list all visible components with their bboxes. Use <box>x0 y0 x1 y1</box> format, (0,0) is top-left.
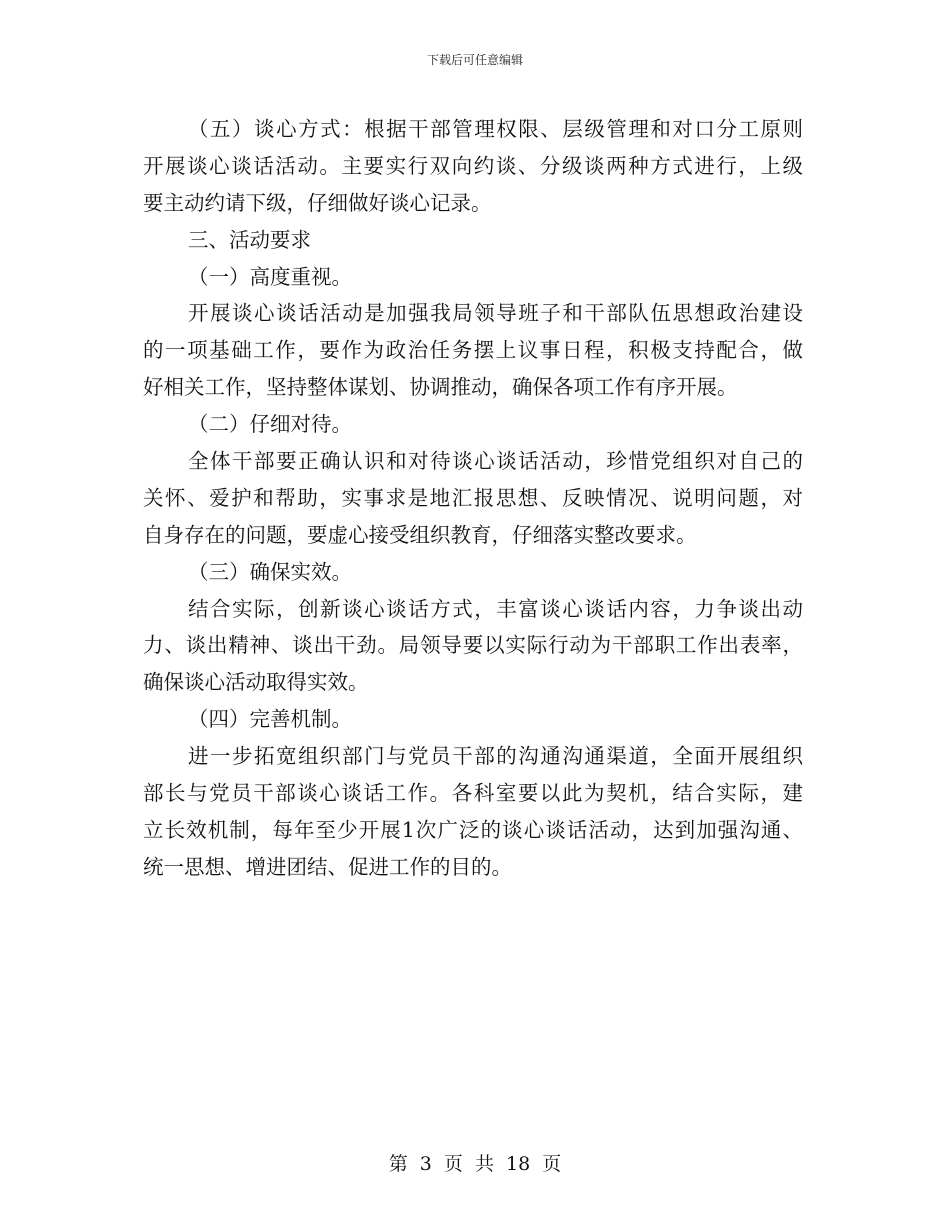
page-number-footer: 第 3 页 共 18 页 <box>388 1153 562 1175</box>
subsection-heading: （三）确保实效。 <box>188 559 352 584</box>
paragraph-line: 的一项基础工作，要作为政治任务摆上议事日程，积极支持配合，做 <box>143 338 803 363</box>
paragraph-line: 开展谈心谈话活动是加强我局领导班子和干部队伍思想政治建设 <box>188 301 803 326</box>
paragraph-line: 关怀、爱护和帮助，实事求是地汇报思想、反映情况、说明问题，对 <box>143 485 803 510</box>
paragraph-line: 全体干部要正确认识和对待谈心谈话活动，珍惜党组织对自己的 <box>188 449 803 474</box>
paragraph-line: 要主动约请下级，仔细做好谈心记录。 <box>143 190 492 215</box>
subsection-heading: （一）高度重视。 <box>188 264 352 289</box>
paragraph-line: 进一步拓宽组织部门与党员干部的沟通沟通渠道，全面开展组织 <box>188 744 803 769</box>
section-heading: 三、活动要求 <box>188 227 311 252</box>
paragraph-line: （五）谈心方式：根据干部管理权限、层级管理和对口分工原则 <box>188 117 803 141</box>
subsection-heading: （二）仔细对待。 <box>188 412 352 437</box>
paragraph-line: 立长效机制，每年至少开展1次广泛的谈心谈话活动，达到加强沟通、 <box>143 817 803 842</box>
paragraph-line: 自身存在的问题，要虚心接受组织教育，仔细落实整改要求。 <box>143 522 697 547</box>
paragraph-line: 结合实际，创新谈心谈话方式，丰富谈心谈话内容，力争谈出动 <box>188 596 803 621</box>
paragraph-line: 统一思想、增进团结、促进工作的目的。 <box>143 854 512 879</box>
paragraph-line: 部长与党员干部谈心谈话工作。各科室要以此为契机，结合实际，建 <box>143 781 803 806</box>
document-body <box>143 111 803 886</box>
paragraph-line: 开展谈心谈话活动。主要实行双向约谈、分级谈两种方式进行，上级 <box>143 153 803 178</box>
subsection-heading: （四）完善机制。 <box>188 707 352 732</box>
paragraph-line: 确保谈心活动取得实效。 <box>143 670 369 695</box>
paragraph-line: 力、谈出精神、谈出干劲。局领导要以实际行动为干部职工作出表率， <box>143 633 803 658</box>
page-header: 下载后可任意编辑 <box>426 53 523 67</box>
paragraph-line: 好相关工作，坚持整体谋划、协调推动，确保各项工作有序开展。 <box>143 375 738 400</box>
